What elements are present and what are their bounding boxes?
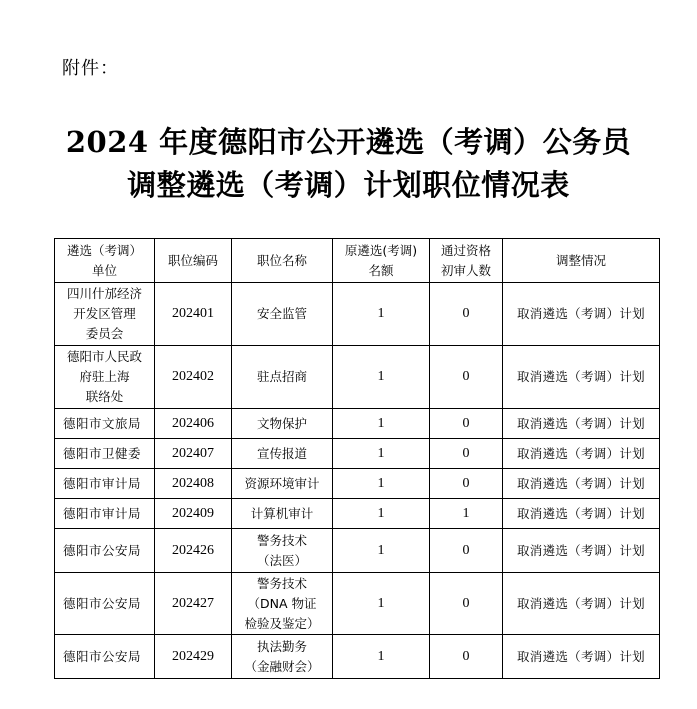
cell-adjust: 取消遴选（考调）计划 xyxy=(503,283,660,346)
cell-name-line: （金融财会） xyxy=(244,658,320,674)
cell-name xyxy=(232,346,333,409)
header-unit-line2: 单位 xyxy=(91,262,117,278)
cell-code: 202409 xyxy=(155,499,232,529)
cell-passed: 0 xyxy=(430,529,503,573)
cell-passed: 0 xyxy=(430,409,503,439)
cell-unit-line: 德阳市审计局 xyxy=(63,475,142,491)
table-row xyxy=(55,499,660,529)
cell-unit-line: 德阳市审计局 xyxy=(63,505,142,521)
cell-name xyxy=(232,635,333,679)
header-adjust: 调整情况 xyxy=(503,239,660,283)
cell-code: 202402 xyxy=(155,346,232,409)
cell-unit xyxy=(55,346,155,409)
cell-unit-line: 德阳市人民政 xyxy=(66,349,142,364)
cell-name xyxy=(232,469,333,499)
header-unit xyxy=(55,239,155,283)
cell-adjust: 取消遴选（考调）计划 xyxy=(503,439,660,469)
cell-code: 202401 xyxy=(155,283,232,346)
cell-name xyxy=(232,529,333,573)
cell-unit-line: 联络处 xyxy=(85,389,124,404)
page-title-line2: 调整遴选（考调）计划职位情况表 xyxy=(127,168,570,202)
cell-name-line: 执法勤务 xyxy=(256,638,307,654)
cell-name-line: 警务技术 xyxy=(256,532,307,548)
cell-unit-line: 德阳市公安局 xyxy=(63,542,142,558)
cell-name-line: 安全监管 xyxy=(256,306,307,321)
cell-unit xyxy=(55,573,155,635)
header-unit-line1: 遴选（考调） xyxy=(66,242,142,258)
cell-adjust: 取消遴选（考调）计划 xyxy=(503,499,660,529)
table-body xyxy=(55,283,660,679)
cell-adjust: 取消遴选（考调）计划 xyxy=(503,529,660,573)
table-header-row xyxy=(55,239,660,283)
cell-passed: 0 xyxy=(430,469,503,499)
page-title-line1: 2024 年度德阳市公开遴选（考调）公务员 xyxy=(65,125,632,159)
cell-unit-line: 德阳市卫健委 xyxy=(63,445,142,461)
cell-code: 202427 xyxy=(155,573,232,635)
position-table xyxy=(54,238,660,679)
cell-name-line: 警务技术 xyxy=(256,575,307,591)
cell-quota: 1 xyxy=(333,283,430,346)
cell-unit-line: 德阳市公安局 xyxy=(63,648,142,664)
cell-quota: 1 xyxy=(333,573,430,635)
cell-unit xyxy=(55,283,155,346)
cell-name-line: （DNA 物证 xyxy=(247,595,317,611)
header-passed xyxy=(430,239,503,283)
cell-quota: 1 xyxy=(333,439,430,469)
cell-passed: 0 xyxy=(430,283,503,346)
cell-adjust: 取消遴选（考调）计划 xyxy=(503,469,660,499)
cell-name xyxy=(232,409,333,439)
cell-name-line: 计算机审计 xyxy=(250,505,314,521)
cell-name-line: 资源环境审计 xyxy=(244,475,320,491)
cell-code: 202406 xyxy=(155,409,232,439)
header-quota xyxy=(333,239,430,283)
table-row xyxy=(55,573,660,635)
cell-quota: 1 xyxy=(333,499,430,529)
cell-adjust: 取消遴选（考调）计划 xyxy=(503,409,660,439)
header-code: 职位编码 xyxy=(155,239,232,283)
cell-quota: 1 xyxy=(333,346,430,409)
cell-quota: 1 xyxy=(333,529,430,573)
cell-unit xyxy=(55,439,155,469)
cell-adjust: 取消遴选（考调）计划 xyxy=(503,346,660,409)
cell-name xyxy=(232,499,333,529)
cell-code: 202429 xyxy=(155,635,232,679)
cell-adjust: 取消遴选（考调）计划 xyxy=(503,635,660,679)
cell-passed: 1 xyxy=(430,499,503,529)
cell-name xyxy=(232,573,333,635)
table-row xyxy=(55,409,660,439)
cell-quota: 1 xyxy=(333,409,430,439)
header-passed-line1: 通过资格 xyxy=(440,242,491,258)
cell-unit-line: 委员会 xyxy=(85,326,124,341)
cell-unit xyxy=(55,469,155,499)
table-row xyxy=(55,635,660,679)
cell-passed: 0 xyxy=(430,346,503,409)
header-quota-line1: 原遴选(考调) xyxy=(344,242,418,258)
header-quota-line2: 名额 xyxy=(368,262,394,278)
cell-unit-line: 四川什邡经济 xyxy=(66,286,142,301)
cell-name xyxy=(232,439,333,469)
table-row xyxy=(55,346,660,409)
cell-passed: 0 xyxy=(430,573,503,635)
table-row xyxy=(55,439,660,469)
cell-unit-line: 德阳市文旅局 xyxy=(63,415,142,431)
cell-code: 202408 xyxy=(155,469,232,499)
cell-unit-line: 开发区管理 xyxy=(73,306,136,321)
header-passed-line2: 初审人数 xyxy=(440,262,491,278)
cell-name-line: 驻点招商 xyxy=(256,369,307,384)
table-row xyxy=(55,283,660,346)
cell-code: 202407 xyxy=(155,439,232,469)
cell-adjust: 取消遴选（考调）计划 xyxy=(503,573,660,635)
cell-name xyxy=(232,283,333,346)
cell-passed: 0 xyxy=(430,635,503,679)
cell-name-line: 宣传报道 xyxy=(256,445,307,461)
cell-unit xyxy=(55,409,155,439)
cell-quota: 1 xyxy=(333,469,430,499)
cell-name-line: 文物保护 xyxy=(256,415,307,431)
cell-unit-line: 德阳市公安局 xyxy=(63,595,142,611)
cell-name-line: （法医） xyxy=(256,552,307,568)
cell-unit xyxy=(55,499,155,529)
cell-unit xyxy=(55,529,155,573)
attachment-label: 附件： xyxy=(62,58,119,79)
header-name: 职位名称 xyxy=(232,239,333,283)
table-row xyxy=(55,469,660,499)
cell-passed: 0 xyxy=(430,439,503,469)
cell-unit-line: 府驻上海 xyxy=(79,369,130,384)
cell-code: 202426 xyxy=(155,529,232,573)
table-row xyxy=(55,529,660,573)
cell-name-line: 检验及鉴定） xyxy=(244,615,320,631)
cell-quota: 1 xyxy=(333,635,430,679)
cell-unit xyxy=(55,635,155,679)
